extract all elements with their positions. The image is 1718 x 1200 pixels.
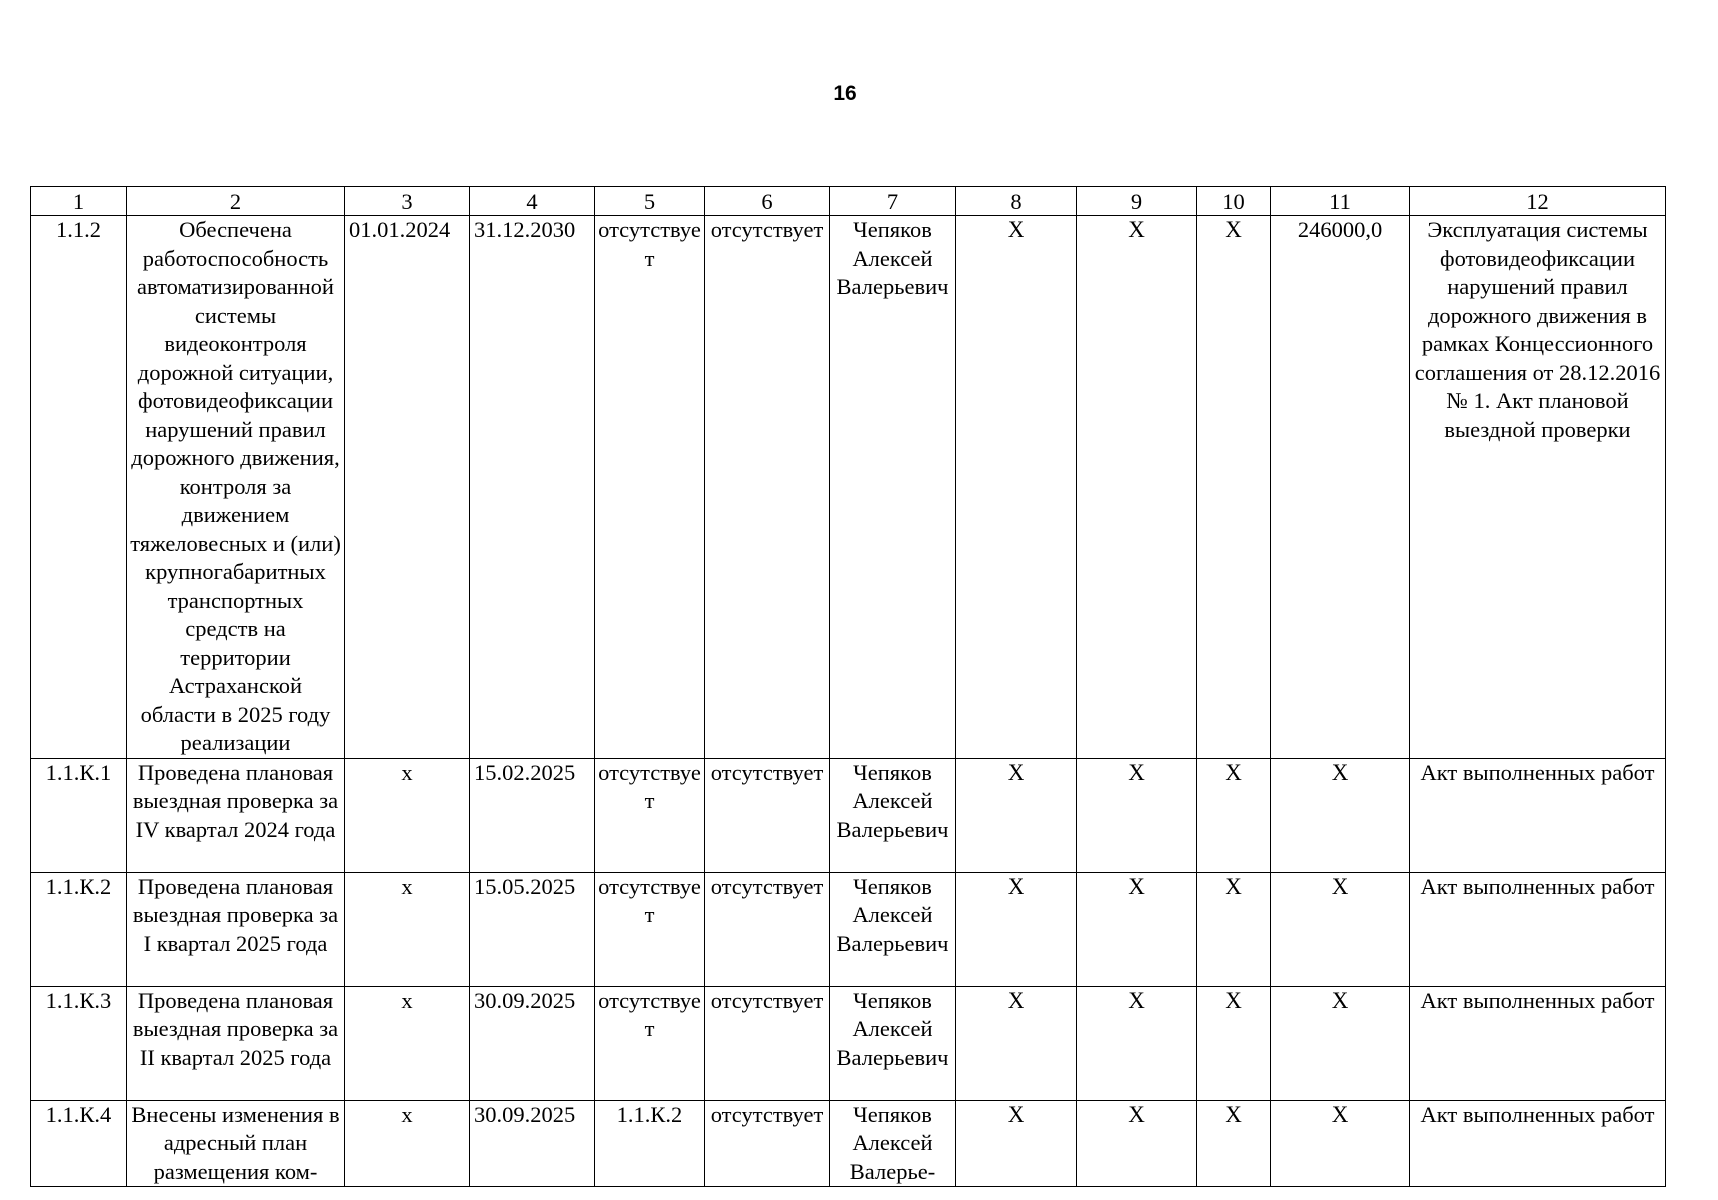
start-date: х [345, 1100, 470, 1187]
funding-amount: 246000,0 [1271, 216, 1410, 759]
dependency: отсутствует [705, 216, 830, 759]
cell-col10: X [1197, 216, 1271, 759]
cell-col9: X [1077, 872, 1197, 986]
row-description: Проведена плановая выездная проверка за IV квартал 2024 года [127, 758, 345, 872]
column-header: 4 [470, 187, 595, 216]
result-document: Акт выполненных работ [1410, 872, 1666, 986]
funding-amount: X [1271, 986, 1410, 1100]
funding-amount: X [1271, 872, 1410, 986]
cell-col9: X [1077, 758, 1197, 872]
cell-col9: X [1077, 986, 1197, 1100]
predecessor: отсутствует [595, 986, 705, 1100]
dependency: отсутствует [705, 1100, 830, 1187]
start-date: х [345, 758, 470, 872]
cell-col8: X [956, 986, 1077, 1100]
result-document: Акт выполненных работ [1410, 1100, 1666, 1187]
column-header: 12 [1410, 187, 1666, 216]
row-description: Внесены изменения в адресный план размещения ком- [127, 1100, 345, 1187]
predecessor: 1.1.К.2 [595, 1100, 705, 1187]
table-row [31, 986, 1666, 1100]
row-description: Обеспечена работоспособность автоматизированной системы видеоконтроля дорожной ситуации, фотовидеофиксации нарушений правил дорожного движения, контроля за движением тяжеловесных и (или) крупногабаритных транспортных средств на территории Астраханской области в 2025 году реализации [127, 216, 345, 759]
responsible-person: Чепяков Алексей Валерье- [830, 1100, 956, 1187]
result-document: Акт выполненных работ [1410, 986, 1666, 1100]
result-document: Акт выполненных работ [1410, 758, 1666, 872]
row-description: Проведена плановая выездная проверка за I квартал 2025 года [127, 872, 345, 986]
dependency: отсутствует [705, 872, 830, 986]
end-date: 15.02.2025 [470, 758, 595, 872]
start-date: 01.01.2024 [345, 216, 470, 759]
page-number: 16 [833, 82, 857, 105]
column-header: 8 [956, 187, 1077, 216]
predecessor: отсутствует [595, 216, 705, 759]
cell-col8: X [956, 758, 1077, 872]
cell-col9: X [1077, 1100, 1197, 1187]
cell-col10: X [1197, 1100, 1271, 1187]
row-number: 1.1.К.4 [31, 1100, 127, 1187]
row-number: 1.1.2 [31, 216, 127, 759]
column-header: 9 [1077, 187, 1197, 216]
cell-col10: X [1197, 986, 1271, 1100]
row-number: 1.1.К.1 [31, 758, 127, 872]
funding-amount: X [1271, 758, 1410, 872]
end-date: 31.12.2030 [470, 216, 595, 759]
start-date: х [345, 986, 470, 1100]
column-header: 11 [1271, 187, 1410, 216]
header-row [31, 187, 1666, 216]
cell-col8: X [956, 872, 1077, 986]
dependency: отсутствует [705, 758, 830, 872]
column-header: 7 [830, 187, 956, 216]
table-row [31, 872, 1666, 986]
column-header: 6 [705, 187, 830, 216]
row-number: 1.1.К.3 [31, 986, 127, 1100]
column-header: 3 [345, 187, 470, 216]
table-row [31, 216, 1666, 759]
table-row [31, 1100, 1666, 1187]
column-header: 2 [127, 187, 345, 216]
row-description: Проведена плановая выездная проверка за II квартал 2025 года [127, 986, 345, 1100]
cell-col10: X [1197, 758, 1271, 872]
predecessor: отсутствует [595, 872, 705, 986]
cell-col8: X [956, 216, 1077, 759]
column-header: 10 [1197, 187, 1271, 216]
plan-table [30, 186, 1666, 1187]
responsible-person: Чепяков Алексей Валерьевич [830, 758, 956, 872]
end-date: 30.09.2025 [470, 986, 595, 1100]
responsible-person: Чепяков Алексей Валерьевич [830, 216, 956, 759]
end-date: 30.09.2025 [470, 1100, 595, 1187]
start-date: х [345, 872, 470, 986]
cell-col9: X [1077, 216, 1197, 759]
dependency: отсутствует [705, 986, 830, 1100]
result-document: Эксплуатация системы фотовидеофиксации нарушений правил дорожного движения в рамках Концессионного соглашения от 28.12.2016 № 1. Акт плановой выездной проверки [1410, 216, 1666, 759]
predecessor: отсутствует [595, 758, 705, 872]
responsible-person: Чепяков Алексей Валерьевич [830, 986, 956, 1100]
cell-col10: X [1197, 872, 1271, 986]
column-header: 5 [595, 187, 705, 216]
cell-col8: X [956, 1100, 1077, 1187]
column-header: 1 [31, 187, 127, 216]
table-row [31, 758, 1666, 872]
row-number: 1.1.К.2 [31, 872, 127, 986]
responsible-person: Чепяков Алексей Валерьевич [830, 872, 956, 986]
end-date: 15.05.2025 [470, 872, 595, 986]
funding-amount: X [1271, 1100, 1410, 1187]
